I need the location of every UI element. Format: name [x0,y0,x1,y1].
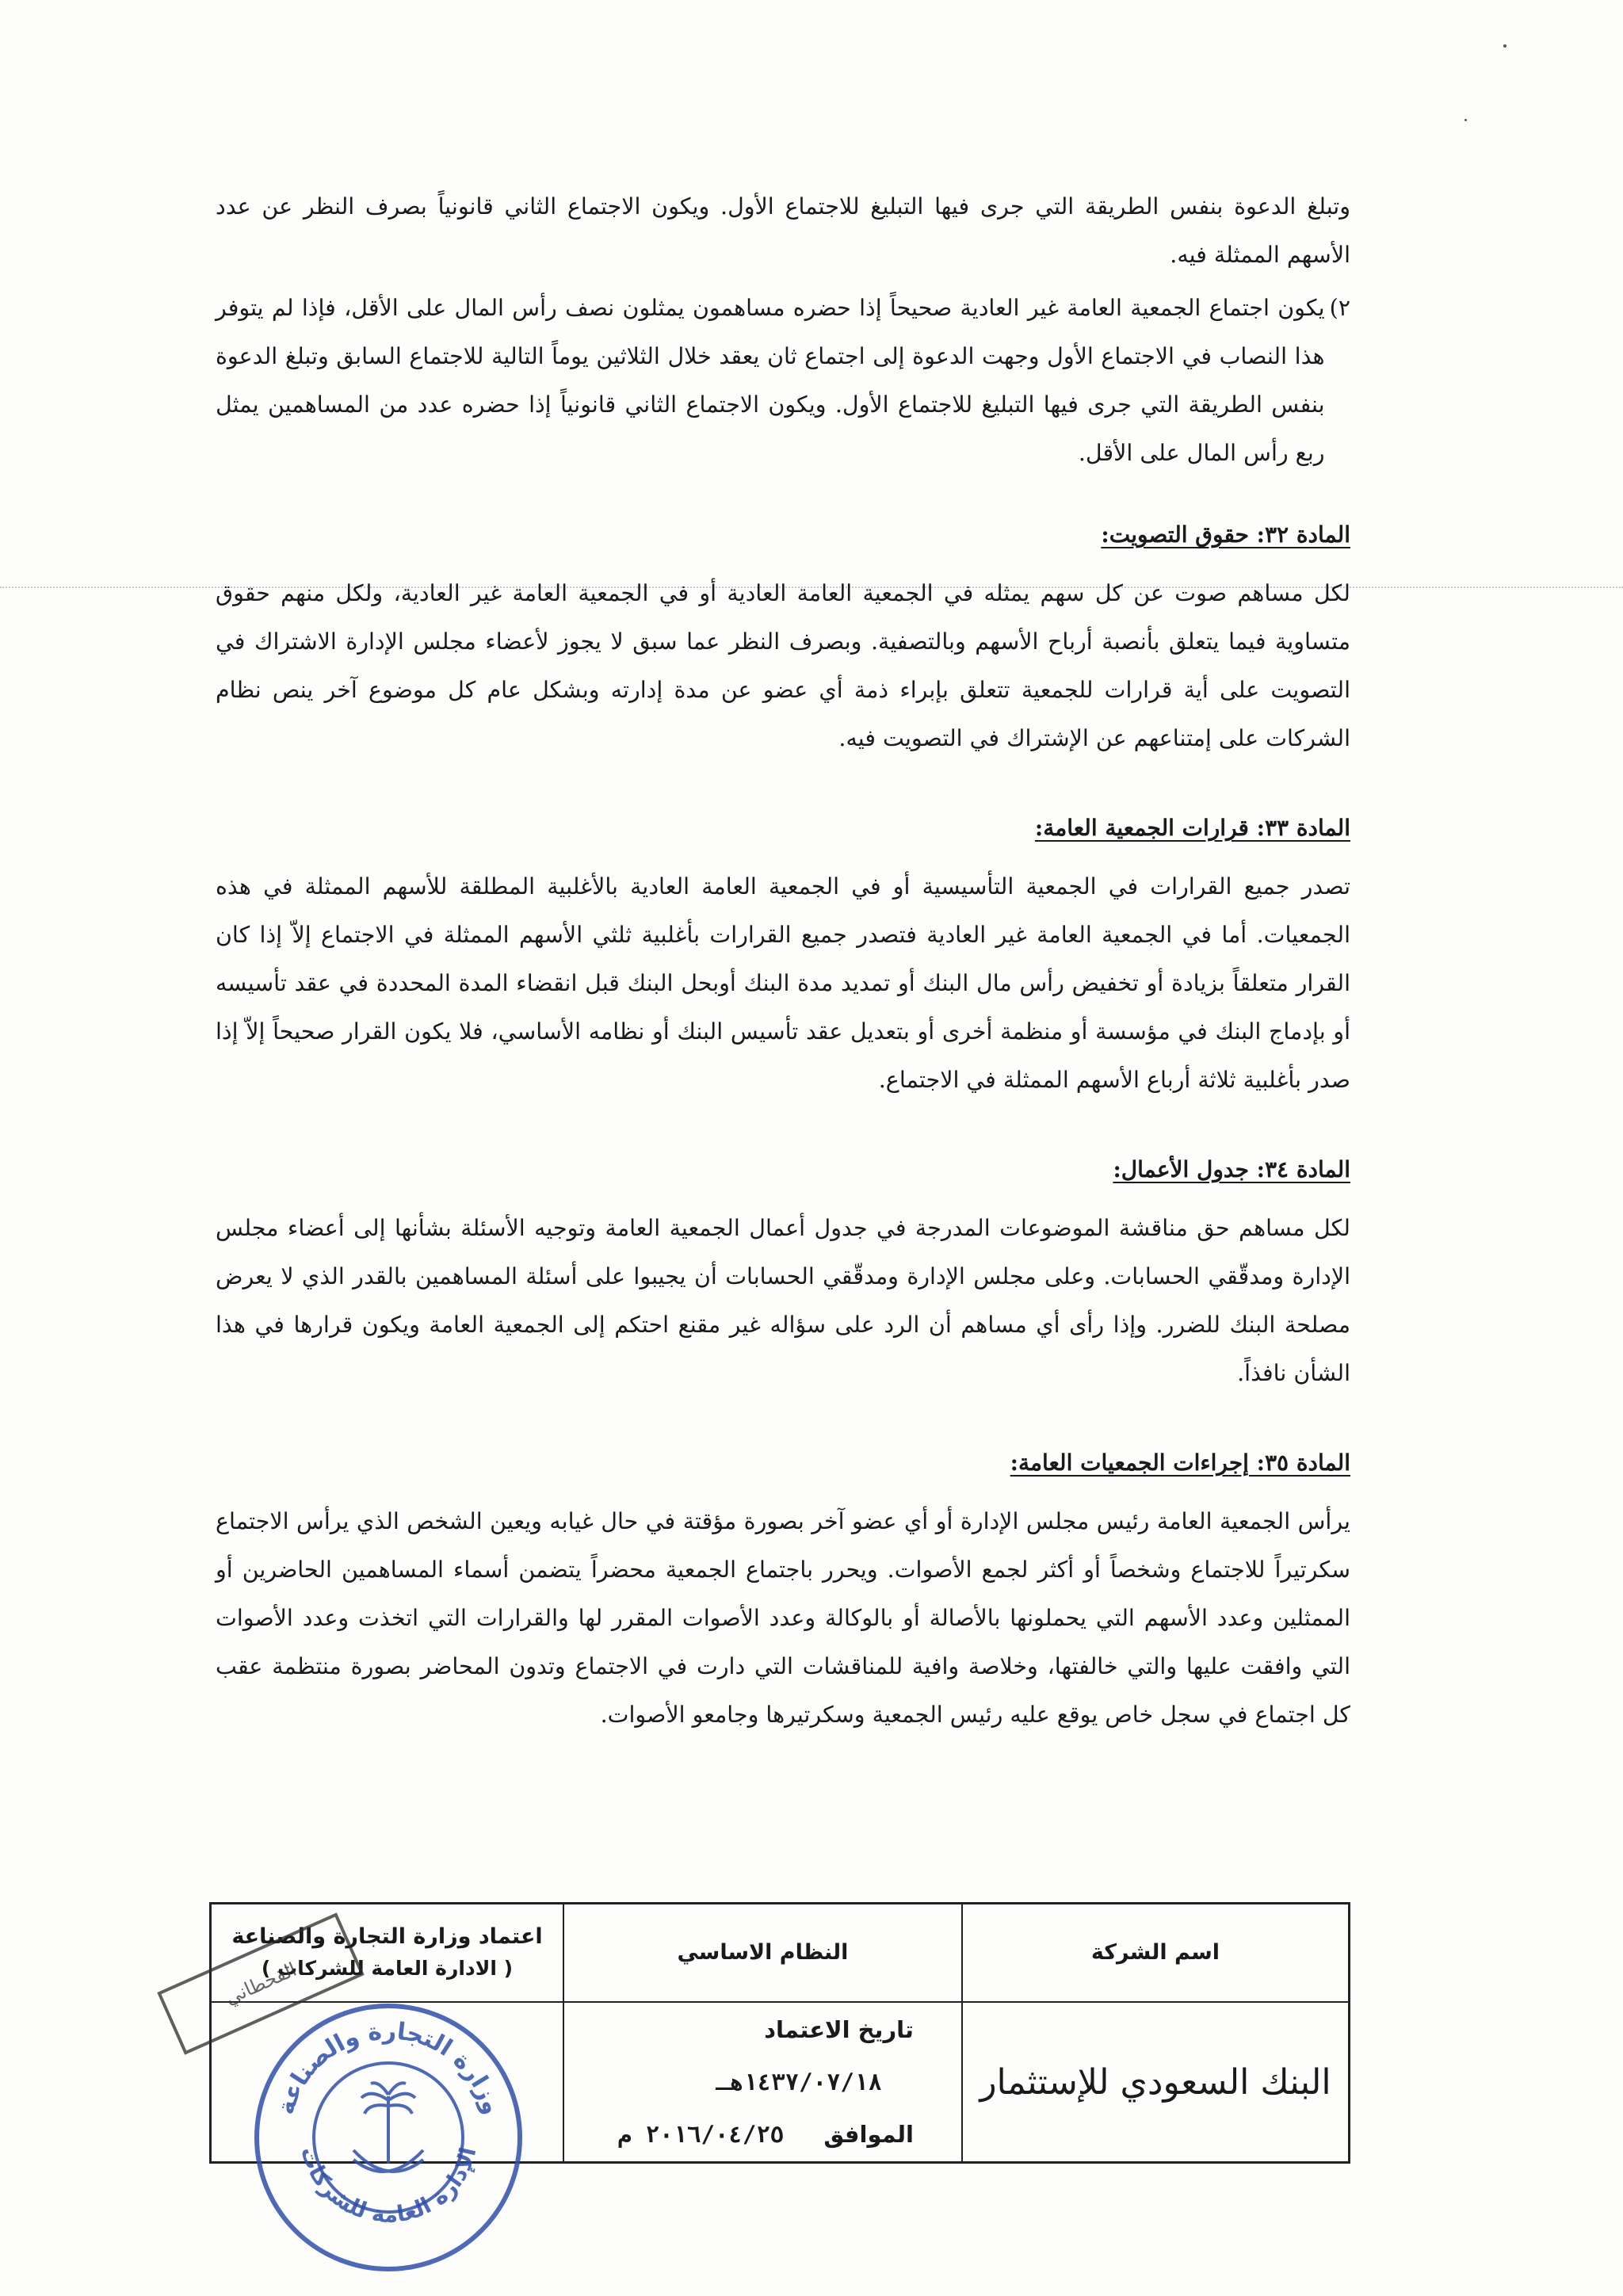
document-body [216,182,1350,1739]
approval-date-label: تاريخ الاعتماد [764,2016,914,2043]
paragraph-continuation: وتبلغ الدعوة بنفس الطريقة التي جرى فيها التبليغ للاجتماع الأول. ويكون الاجتماع الثاني قانونياً بصرف النظر عن عدد الأسهم الممثلة فيه. [216,193,1350,268]
paragraph-quorum: يكون اجتماع الجمعية العامة غير العادية صحيحاً إذا حضره مساهمون يمثلون نصف رأس المال على الأقل، فإذا لم يتوفر هذا النصاب في الاجتماع الأول وجهت الدعوة إلى اجتماع ثان يعقد خلال الثلاثين يوماً التالية للاجتماع السابق وتبلغ الدعوة بنفس الطريقة التي جرى فيها التبليغ للاجتماع الأول. ويكون الاجتماع الثاني قانونياً إذا حضره عدد من المساهمين يمثل ربع رأس المال على الأقل. [216,295,1325,466]
section-title-art32: المادة ٣٢: حقوق التصويت: [1101,521,1350,548]
corresponding-date-value: ٢٠١٦/٠٤/٢٥ م [617,2121,785,2148]
approval-subheader: ( الادارة العامة للشركات ) [261,1957,514,1980]
paragraph-number: ٢) [1329,295,1350,321]
corresponding-date-label: الموافق [823,2121,914,2148]
section-text-art33: تصدر جميع القرارات في الجمعية التأسيسية أو في الجمعية العامة العادية بالأغلبية المطلقة للأسهم الممثلة في هذه الجمعيات. أما في الجمعية العامة غير العادية فتصدر جميع القرارات بأغلبية ثلثي الأسهم الممثلة في الاجتماع إلاّ إذا كان القرار متعلقاً بزيادة أو تخفيض رأس مال البنك أو تمديد مدة البنك أوبحل البنك قبل انقضاء المدة المحددة في عقد تأسيسه أو بإدماج البنك في مؤسسة أو منظمة أخرى أو بتعديل عقد تأسيس البنك أو نظامه الأساسي، فلا يكون القرار صحيحاً إلاّ إذا صدر بأغلبية ثلاثة أرباع الأسهم الممثلة في الاجتماع. [216,873,1350,1093]
numbered-paragraph [216,284,1350,477]
approval-date-value: ١٤٣٧/٠٧/١٨هـ [716,2069,882,2095]
scan-speck [1465,119,1467,121]
corresponding-date-line [565,2108,914,2160]
section-title-art35: المادة ٣٥: إجراءات الجمعيات العامة: [1010,1450,1350,1476]
company-name-cell [962,2002,1350,2163]
stamp-text: القحطاني [221,1958,300,2010]
scan-speck [1503,44,1507,48]
section-title-art33: المادة ٣٣: قرارات الجمعية العامة: [1034,815,1350,841]
system-header: النظام الاساسي [677,1940,849,1965]
section-text-art35: يرأس الجمعية العامة رئيس مجلس الإدارة أو أي عضو آخر بصورة مؤقتة في حال غيابه ويعين الشخص الذي يرأس الاجتماع سكرتيراً للاجتماع وشخصاً أو أكثر لجمع الأصوات. ويحرر باجتماع الجمعية محضراً يتضمن أسماء المساهمين الحاضرين أو الممثلين وعدد الأسهم التي يحملونها بالأصالة أو بالوكالة وعدد الأصوات المقرر لها والقرارات التي اتخذت وعدد الأصوات التي وافقت عليها والتي خالفتها، وخلاصة وافية للمناقشات التي دارت في الاجتماع وتدون المحاضر بصورة منتظمة عقب كل اجتماع في سجل خاص يوقع عليه رئيس الجمعية وسكرتيرها وجامعو الأصوات. [216,1508,1350,1728]
company-name: البنك السعودي للإستثمار [980,2061,1331,2103]
seal-text-bottom: الإدارة العامة للشركات [295,2143,482,2228]
company-header: اسم الشركة [1090,1940,1220,1965]
system-header-cell [563,1904,962,2003]
palm-swords-emblem-icon [353,2083,423,2172]
section-text-art32: لكل مساهم صوت عن كل سهم يمثله في الجمعية العامة العادية أو في الجمعية العامة غير العادية، ولكل منهم حقوق متساوية فيما يتعلق بأنصبة أرباح الأسهم وبالتصفية. وبصرف النظر عما سبق لا يجوز لأعضاء مجلس الإدارة الاشتراك في التصويت على أية قرارات للجمعية تتعلق بإبراء ذمة أي عضو عن مدة إدارته وبشكل عام كل موضوع آخر ينص نظام الشركات على إمتناعهم عن الإشتراك في التصويت فيه. [216,580,1350,751]
dates-cell [563,2002,962,2163]
seal-text-top: وزارة التجارة والصناعة [271,2017,506,2118]
ministry-seal-icon [252,2001,525,2275]
approval-header: اعتماد وزارة التجارة والصناعة [231,1924,543,1949]
company-header-cell [962,1904,1350,2003]
section-title-art34: المادة ٣٤: جدول الأعمال: [1113,1156,1350,1182]
approval-date-line [565,2004,914,2108]
section-text-art34: لكل مساهم حق مناقشة الموضوعات المدرجة في جدول أعمال الجمعية العامة وتوجيه الأسئلة بشأنها إلى أعضاء مجلس الإدارة ومدقّقي الحسابات. وعلى مجلس الإدارة ومدقّقي الحسابات أن يجيبوا على أسئلة المساهمين بالقدر الذي لا يعرض مصلحة البنك للضرر. وإذا رأى أي مساهم أن الرد على سؤاله غير مقنع احتكم إلى الجمعية العامة ويكون قرارها في هذا الشأن نافذاً. [216,1215,1350,1386]
